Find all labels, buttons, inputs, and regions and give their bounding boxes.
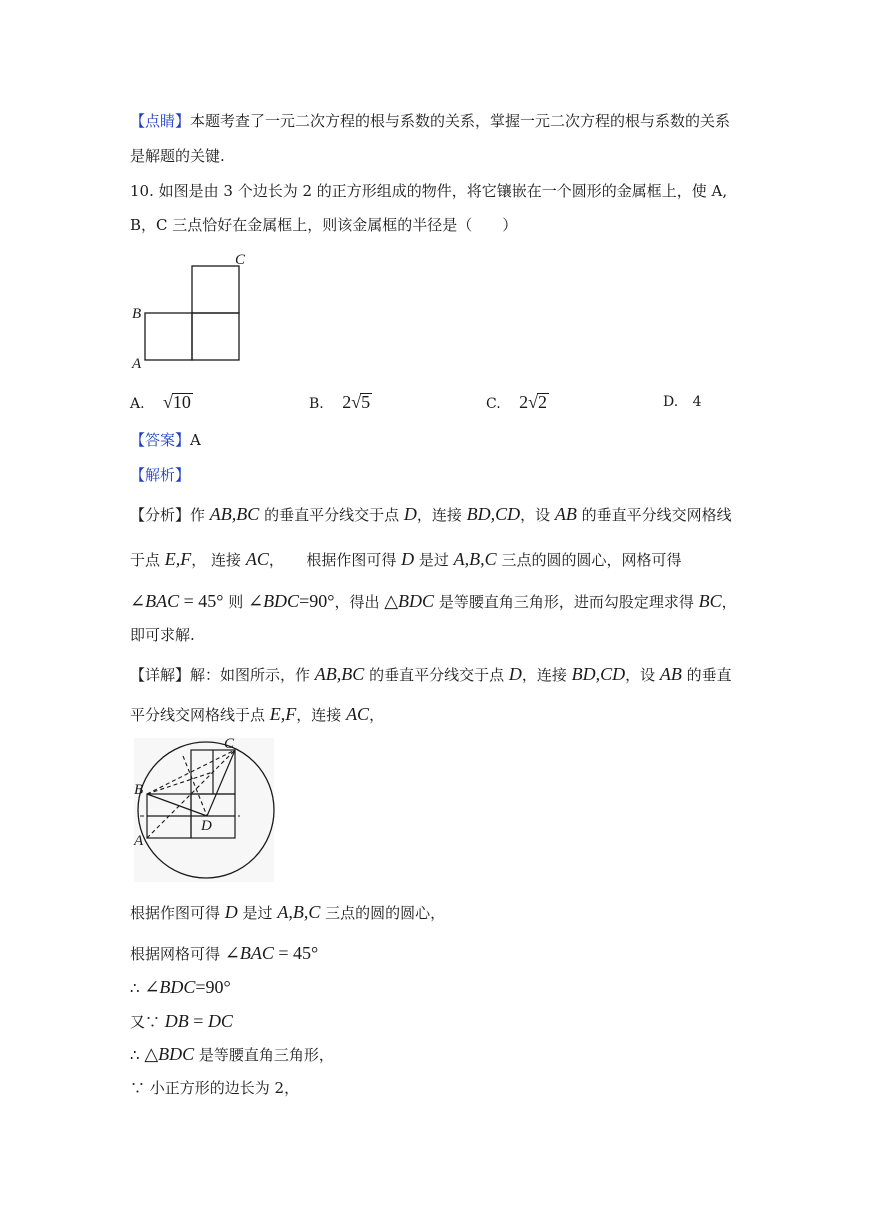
option-d[interactable] [663,392,702,412]
math-bd-cd: BD,CD [466,504,521,524]
math-db: DB [164,1011,189,1031]
math-ab: AB [659,664,682,684]
text: 的垂直 [681,666,732,684]
step-4 [130,1011,233,1032]
square-bottom-left [145,313,192,360]
fenxi-line-3 [130,591,737,612]
option-c-letter: C. [486,396,501,412]
text: ， [721,593,737,611]
answer-line [130,430,201,450]
question-line-2: B，C 三点恰好在金属框上，则该金属框的半径是（ ） [130,216,518,234]
option-b[interactable] [309,392,372,414]
text: 作 [190,506,210,524]
math-bc: BC [698,591,722,611]
therefore-symbol: ∴ [130,1046,145,1064]
analysis-tag: 【解析】 [130,466,191,484]
text: ， 根据作图可得 [268,551,402,569]
step-1 [130,902,445,923]
text: 根据网格可得 [130,945,225,963]
step-3 [130,977,231,998]
label-c: C [235,252,246,268]
option-c[interactable] [486,392,549,414]
label-a: A [134,833,144,849]
text: 的垂直平分线交于点 [259,506,404,524]
option-c-value: 2√2 [519,392,548,412]
fenxi-line-1 [130,504,732,525]
text: ，连接 [521,666,572,684]
text: 三点的圆的圆心， [320,904,446,922]
option-a[interactable] [130,392,193,414]
fenxi-line-2 [130,549,681,570]
math-d: D [508,664,522,684]
math-d: D [224,902,238,922]
fenxi-line-4: 即可求解. [130,626,195,644]
option-d-letter: D. [663,394,679,410]
figure-three-squares [128,248,258,373]
text: ，连接 [416,506,467,524]
text: 解：如图所示，作 [190,666,315,684]
text: 是等腰直角三角形，进而勾股定理求得 [434,593,699,611]
option-a-value: √10 [163,392,191,412]
math-45: = 45° [179,591,224,611]
math-angle-bdc: ∠BDC [144,977,196,997]
option-d-value: 4 [692,394,702,410]
answer-tag: 【答案】 [130,431,191,449]
math-90: =90° [299,591,335,611]
math-ac: AC [245,549,269,569]
math-dc: DC [207,1011,233,1031]
fenxi-tag: 【分析】 [130,506,191,524]
option-b-value: 2√5 [342,392,371,412]
review-line-1 [130,111,730,131]
math-e-f: E,F [164,549,192,569]
square-top-right [192,266,239,313]
math-angle-bac: ∠BAC [224,943,274,963]
text: ， [369,706,385,724]
math-d: D [401,549,415,569]
option-b-letter: B. [309,396,324,412]
text: 的垂直平分线交网格线 [576,506,732,524]
xiangjie-tag: 【详解】 [130,666,191,684]
math-ab-bc: AB,BC [314,664,365,684]
label-c: C [224,736,235,752]
math-ac: AC [346,704,370,724]
label-d: D [201,818,212,834]
text: ， 连接 [191,551,246,569]
label-b: B [132,306,142,322]
math-90: =90° [195,977,231,997]
answer-value: A [190,431,201,449]
therefore-symbol: ∴ [130,979,145,997]
option-b-radicand: 5 [361,392,371,412]
math-angle-bdc: ∠BDC [247,591,300,611]
analysis-line [130,465,190,485]
option-a-radicand: 10 [172,392,191,412]
math-d: D [403,504,417,524]
option-c-coef: 2 [519,392,529,412]
math-angle-bac: ∠BAC [130,591,180,611]
math-45: = 45° [273,943,319,963]
option-a-letter: A. [130,396,145,412]
review-line-2 [130,146,225,166]
math-e-f: E,F [269,704,297,724]
math-a-b-c: A,B,C [277,902,321,922]
label-b: B [134,782,144,798]
question-line-1: 10. 如图是由 3 个边长为 2 的正方形组成的物件，将它镶嵌在一个圆形的金属框上，使 A, [130,182,728,200]
math-ab-bc: AB,BC [209,504,260,524]
xiangjie-line-1 [130,664,732,685]
option-b-coef: 2 [342,392,352,412]
math-a-b-c: A,B,C [453,549,497,569]
review-text-2: 是解题的关键. [130,147,225,165]
xiangjie-line-2 [130,704,384,725]
text: ，连接 [296,706,347,724]
math-equals: = [188,1011,208,1031]
math-triangle-bdc: △BDC [144,1044,195,1064]
math-ab: AB [554,504,577,524]
review-tag: 【点睛】 [130,112,191,130]
review-text-1: 本题考查了一元二次方程的根与系数的关系，掌握一元二次方程的根与系数的关系 [190,112,731,130]
text: ，得出 [334,593,385,611]
step-2 [130,943,318,964]
text: 根据作图可得 [130,904,225,922]
step-6: ∵ 小正方形的边长为 2， [130,1079,300,1097]
text: ，设 [520,506,555,524]
text: 平分线交网格线于点 [130,706,270,724]
label-a: A [132,356,142,372]
step-5 [130,1044,334,1065]
text: 于点 [130,551,165,569]
text: 则 [223,593,248,611]
text: 三点的圆的圆心，网格可得 [496,551,682,569]
math-bd-cd: BD,CD [571,664,626,684]
math-triangle-bdc: △BDC [384,591,435,611]
text: ，设 [625,666,660,684]
text: 是过 [237,904,278,922]
text: 的垂直平分线交于点 [364,666,509,684]
option-c-radicand: 2 [538,392,548,412]
figure-circle-construction [128,730,280,886]
because-symbol: 又∵ [130,1013,165,1031]
square-bottom-right [192,313,239,360]
text: 是等腰直角三角形， [194,1046,334,1064]
text: 是过 [414,551,454,569]
